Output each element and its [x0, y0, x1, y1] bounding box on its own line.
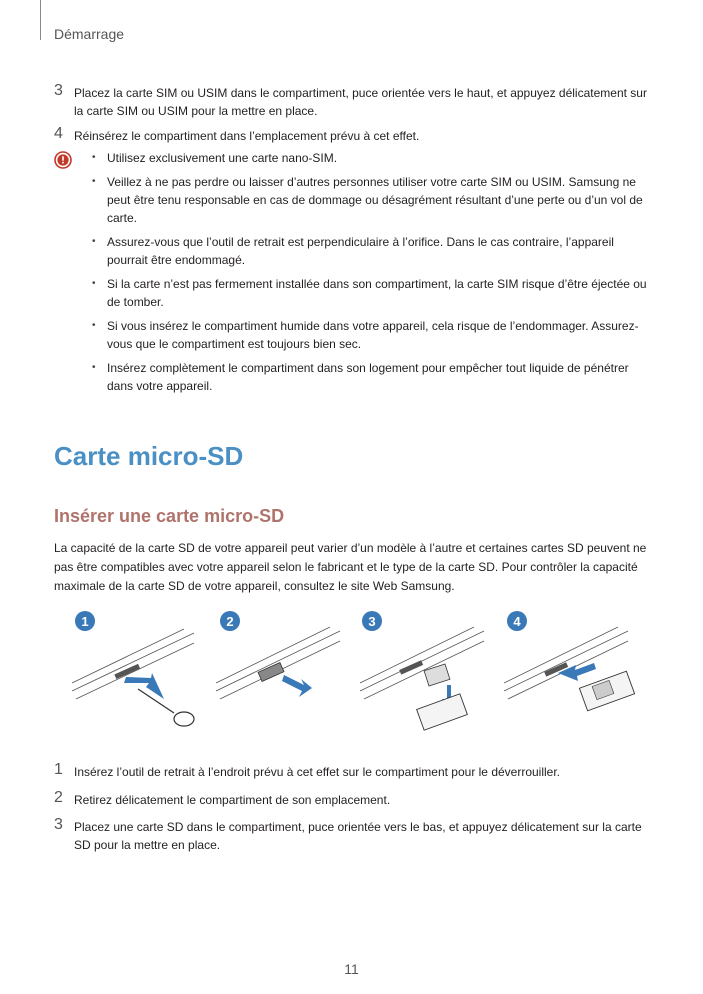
badge-label: 1 — [81, 614, 89, 629]
intro-paragraph: La capacité de la carte SD de votre appareil peut varier d’un modèle à l’autre et certaines cartes SD peuvent ne pas être compatibles avec votre appareil selon le fabricant et le type de la carte SD. Pour contrôler la capacité maximale de la carte SD de votre appareil, consultez le site Web Samsung. — [54, 541, 647, 593]
section-title: Carte micro-SD — [54, 441, 244, 471]
badge-label: 4 — [513, 614, 521, 629]
step-number: 1 — [54, 761, 63, 778]
subsection-title: Insérer une carte micro-SD — [54, 506, 285, 526]
panel-4 — [504, 611, 635, 711]
arrow-icon — [282, 675, 312, 697]
step-text: Placez une carte SD dans le compartiment, puce orientée vers le bas, et appuyez délicatement sur la carte SD pour la mettre en place. — [74, 820, 642, 852]
warning-item: • Assurez-vous que l’outil de retrait est perpendiculaire à l’orifice. Dans le cas contraire, l’appareil pourrait être endommagé. — [92, 233, 652, 269]
badge-label: 3 — [368, 614, 376, 629]
step-text: Réinsérez le compartiment dans l’emplacement prévu à cet effet. — [74, 129, 420, 143]
page-number: 11 — [344, 961, 359, 977]
warning-item: • Si vous insérez le compartiment humide dans votre appareil, cela risque de l’endommager. Assurez-vous que le compartiment est toujours bien sec. — [92, 317, 652, 353]
step-number: 3 — [54, 82, 63, 99]
step-number: 4 — [54, 125, 63, 142]
panel-2 — [216, 611, 340, 699]
step-number: 2 — [54, 789, 63, 806]
arrow-icon — [124, 673, 164, 699]
badge-label: 2 — [226, 614, 234, 629]
warning-item: • Utilisez exclusivement une carte nano-SIM. — [92, 149, 652, 167]
step-number: 3 — [54, 816, 63, 833]
step-text: Placez la carte SIM ou USIM dans le compartiment, puce orientée vers le haut, et appuyez délicatement sur la carte SIM ou USIM pour la mettre en place. — [74, 86, 647, 118]
panel-3 — [360, 611, 484, 730]
step-text: Insérez l’outil de retrait à l’endroit prévu à cet effet sur le compartiment pour le déverrouiller. — [74, 765, 561, 779]
warning-item: • Si la carte n’est pas fermement installée dans son compartiment, la carte SIM risque d’être éjectée ou de tomber. — [92, 275, 652, 311]
warning-list — [92, 149, 652, 401]
warning-item: • Insérez complètement le compartiment dans son logement pour empêcher tout liquide de pénétrer dans votre appareil. — [92, 359, 652, 395]
sd-card-illustration — [54, 605, 654, 745]
warning-icon — [54, 151, 72, 169]
warning-item: • Veillez à ne pas perdre ou laisser d’autres personnes utiliser votre carte SIM ou USIM. Samsung ne peut être tenu responsable en cas de dommage ou désagrément résultant d’une perte ou d’un vol de carte. — [92, 173, 652, 227]
header-rule — [40, 0, 41, 40]
panel-1 — [72, 611, 194, 726]
sd-card-icon — [424, 664, 450, 686]
header-section-title: Démarrage — [54, 26, 125, 42]
ejection-pin-icon — [174, 712, 194, 726]
sim-tray-icon — [417, 694, 468, 730]
step-text: Retirez délicatement le compartiment de son emplacement. — [74, 793, 391, 807]
